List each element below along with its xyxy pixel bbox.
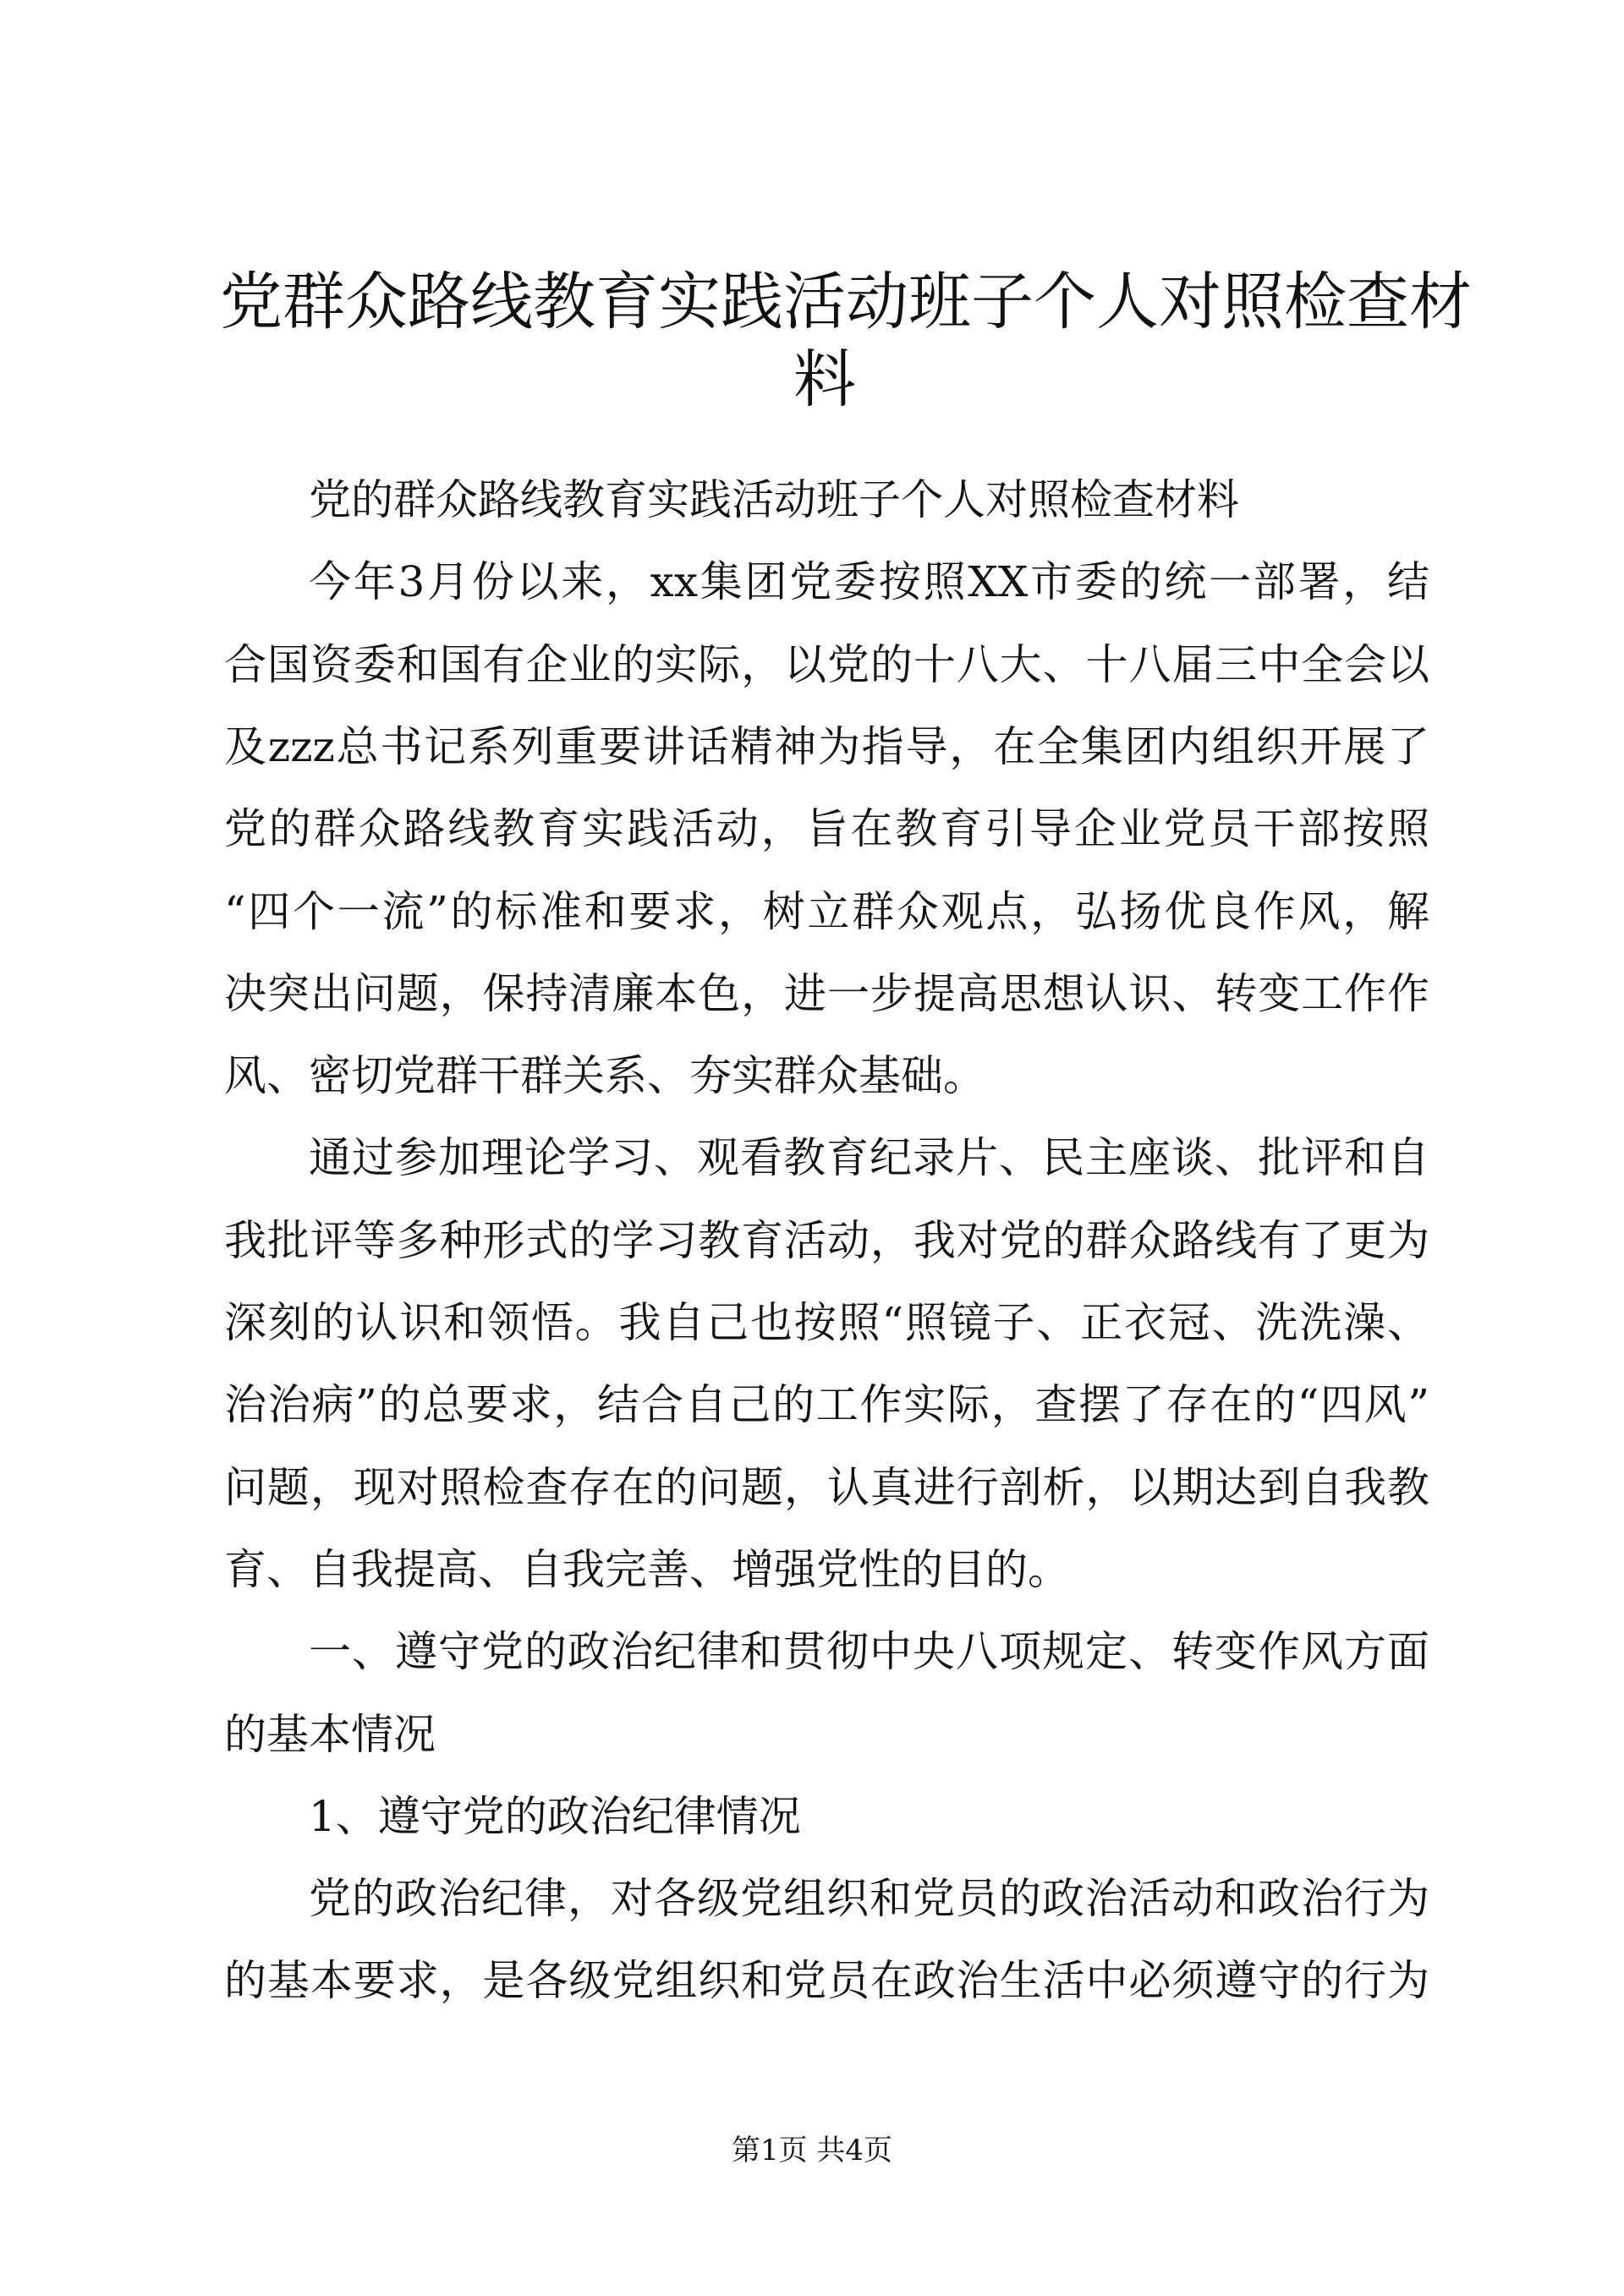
document-title-line-1: 党群众路线教育实践活动班子个人对照检查材 xyxy=(220,266,1472,338)
body-text-line: 的基本要求，是各级党组织和党员在政治生活中必须遵守的行为 xyxy=(224,1956,1429,2006)
body-text-line: 党的群众路线教育实践活动，旨在教育引导企业党员干部按照 xyxy=(224,804,1429,854)
body-text-line: 1、遵守党的政治纪律情况 xyxy=(309,1791,801,1841)
body-text-line: 今年3月份以来，xx集团党委按照XX市委的统一部署，结 xyxy=(309,557,1429,607)
document-title-line-2: 料 xyxy=(793,343,856,416)
body-text-line: 一、遵守党的政治纪律和贯彻中央八项规定、转变作风方面 xyxy=(309,1627,1429,1677)
body-text-line: 决突出问题，保持清廉本色，进一步提高思想认识、转变工作作 xyxy=(224,968,1429,1018)
body-text-line: 育、自我提高、自我完善、增强党性的目的。 xyxy=(224,1544,1070,1594)
body-text-line: “四个一流”的标准和要求，树立群众观点，弘扬优良作风，解 xyxy=(224,886,1429,936)
body-text-line: 问题，现对照检查存在的问题，认真进行剖析，以期达到自我教 xyxy=(224,1462,1429,1512)
body-text-line: 深刻的认识和领悟。我自己也按照“照镜子、正衣冠、洗洗澡、 xyxy=(224,1298,1429,1347)
body-text-line: 及zzz总书记系列重要讲话精神为指导，在全集团内组织开展了 xyxy=(224,721,1429,771)
body-text-line: 通过参加理论学习、观看教育纪录片、民主座谈、批评和自 xyxy=(309,1133,1429,1183)
body-text-line: 风、密切党群干群关系、夯实群众基础。 xyxy=(224,1051,985,1101)
body-text-line: 治治病”的总要求，结合自己的工作实际，查摆了存在的“四风” xyxy=(224,1380,1429,1430)
body-text-line: 的基本情况 xyxy=(224,1709,436,1759)
body-text-line: 党的政治纪律，对各级党组织和党员的政治活动和政治行为 xyxy=(309,1874,1429,1924)
body-text-line: 党的群众路线教育实践活动班子个人对照检查材料 xyxy=(309,475,1239,524)
body-text-line: 我批评等多种形式的学习教育活动，我对党的群众路线有了更为 xyxy=(224,1215,1429,1265)
body-text-line: 合国资委和国有企业的实际，以党的十八大、十八届三中全会以 xyxy=(224,639,1429,689)
page-footer: 第1页 共4页 xyxy=(731,2134,893,2167)
